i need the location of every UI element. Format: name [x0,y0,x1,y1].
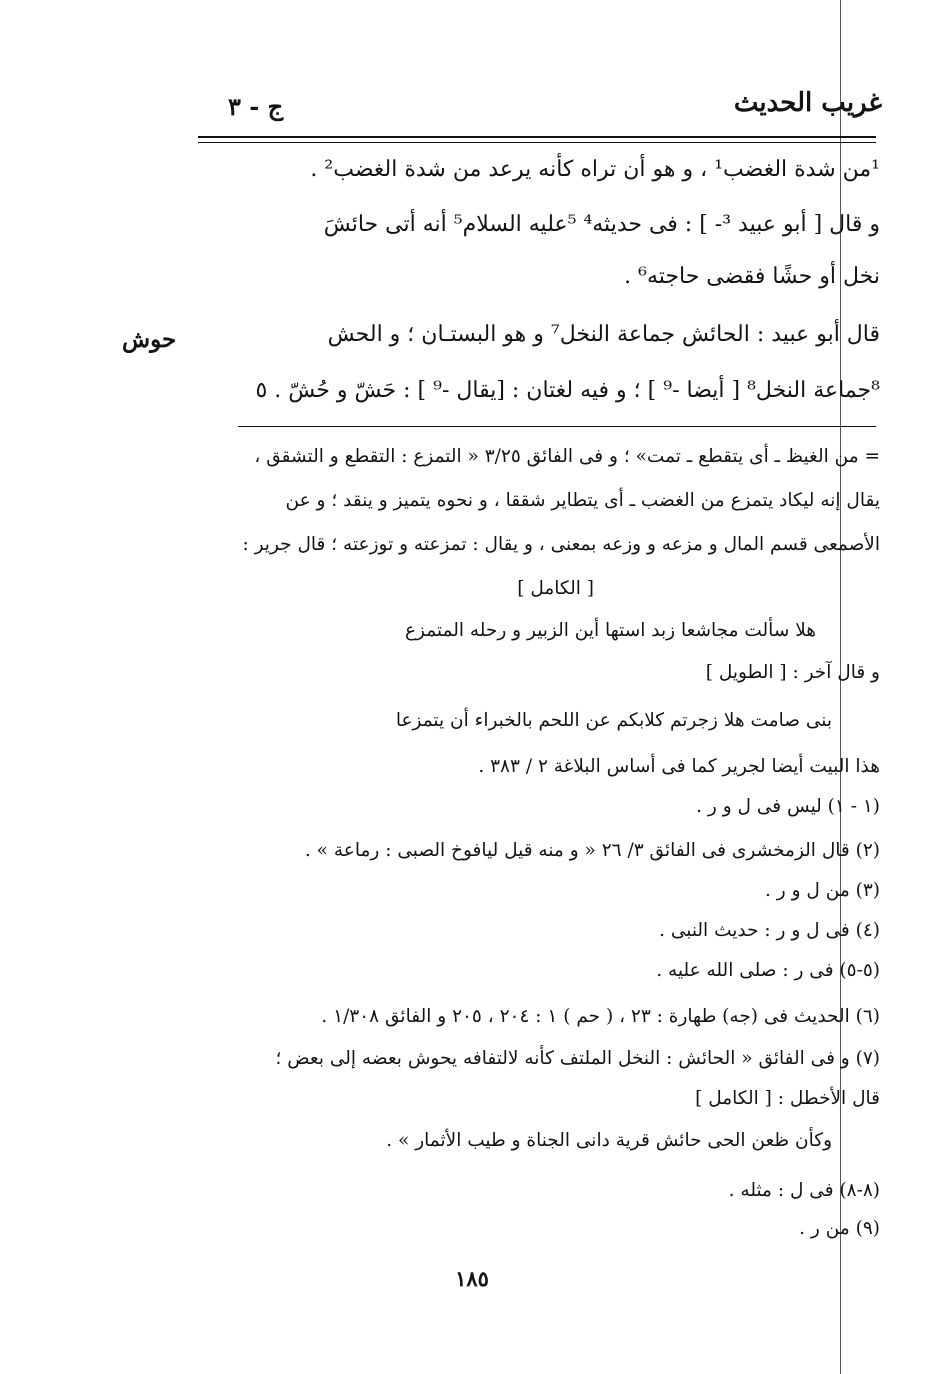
main-text-line: ¹من شدة الغضب¹ ، و هو أن تراه كأنه يرعد من شدة الغضب² . [310,157,880,182]
footnote-line: (٧) و فى الفائق « الحائش : النخل الملتف كأنه لالتفافه يحوش بعضه إلى بعض ؛ [275,1048,880,1069]
footnote-line: هذا البيت أيضا لجرير كما فى أساس البلاغة ٢ / ٣٨٣ . [478,756,880,777]
verse-meter: [ الكامل ] [517,578,594,599]
main-text-line: و قال [ أبو عبيد ³- ] : فى حديثه⁴ ⁵عليه السلام⁵ أنه أتى حائشَ [323,212,880,237]
footnote-line: (٦) الحديث فى (جه) طهارة : ٢٣ ، ( حم ) ١ : ٢٠٤ ، ٢٠٥ و الفائق ١/٣٠٨ . [321,1006,880,1027]
footnote-line: (٣) من ل و ر . [765,880,880,901]
header-rule-thin [198,142,876,143]
footnote-line: (١ - ١) ليس فى ل و ر . [696,796,880,817]
verse-line: هلا سألت مجاشعا زبد استها أين الزبير و رحله المتمزع [404,620,816,641]
header-rule-thick [198,136,876,138]
footnote-line: قال الأخطل : [ الكامل ] [695,1088,880,1109]
main-text-line: ⁸جماعة النخل⁸ [ أيضا -⁹ ] ؛ و فيه لغتان : [يقال -⁹ ] : حَشّ و حُشّ . ٥ [255,378,880,403]
main-text-line: نخل أو حشًا فقضى حاجته⁶ . [624,264,880,289]
footnote-line: (٥-٥) فى ر : صلى الله عليه . [656,960,880,981]
page-number: ١٨٥ [455,1266,489,1291]
footnote-line: (٩) من ر . [799,1218,880,1239]
margin-keyword: حوش [122,326,177,353]
footnote-line: و قال آخر : [ الطويل ] [705,662,880,683]
verse-line: وكأن ظعن الحى حائش قرية دانى الجناة و طيب الأثمار » . [386,1130,832,1151]
footnote-line: الأصمعى قسم المال و مزعه و وزعه بمعنى ، و يقال : تمزعته و توزعته ؛ قال جرير : [242,534,880,555]
running-title: غريب الحديث [733,88,882,118]
footnote-line: = من الغيظ ـ أى يتقطع ـ تمت» ؛ و فى الفائق ٣/٢٥ « التمزع : التقطع و التشقق ، [254,446,880,467]
verse-line: بنى صامت هلا زجرتم كلابكم عن اللحم بالخبراء أن يتمزعا [395,710,832,731]
footnote-line: يقال إنه ليكاد يتمزع من الغضب ـ أى يتطاير شققا ، و نحوه يتميز و ينقد ؛ و عن [285,490,880,511]
footnote-line: (٤) فى ل و ر : حديث النبى . [659,920,880,941]
main-text-line: قال أبو عبيد : الحائش جماعة النخل⁷ و هو البستـان ؛ و الحش [327,322,880,347]
footnote-line: (٢) قال الزمخشرى فى الفائق ٣/ ٢٦ « و منه قيل ليافوخ الصبى : رماعة » . [304,840,880,861]
scan-fold-line [840,0,841,1374]
footnote-separator [238,426,876,427]
footnote-line: (٨-٨) فى ل : مثله . [728,1180,880,1201]
volume-label: ج - ٣ [228,92,284,121]
